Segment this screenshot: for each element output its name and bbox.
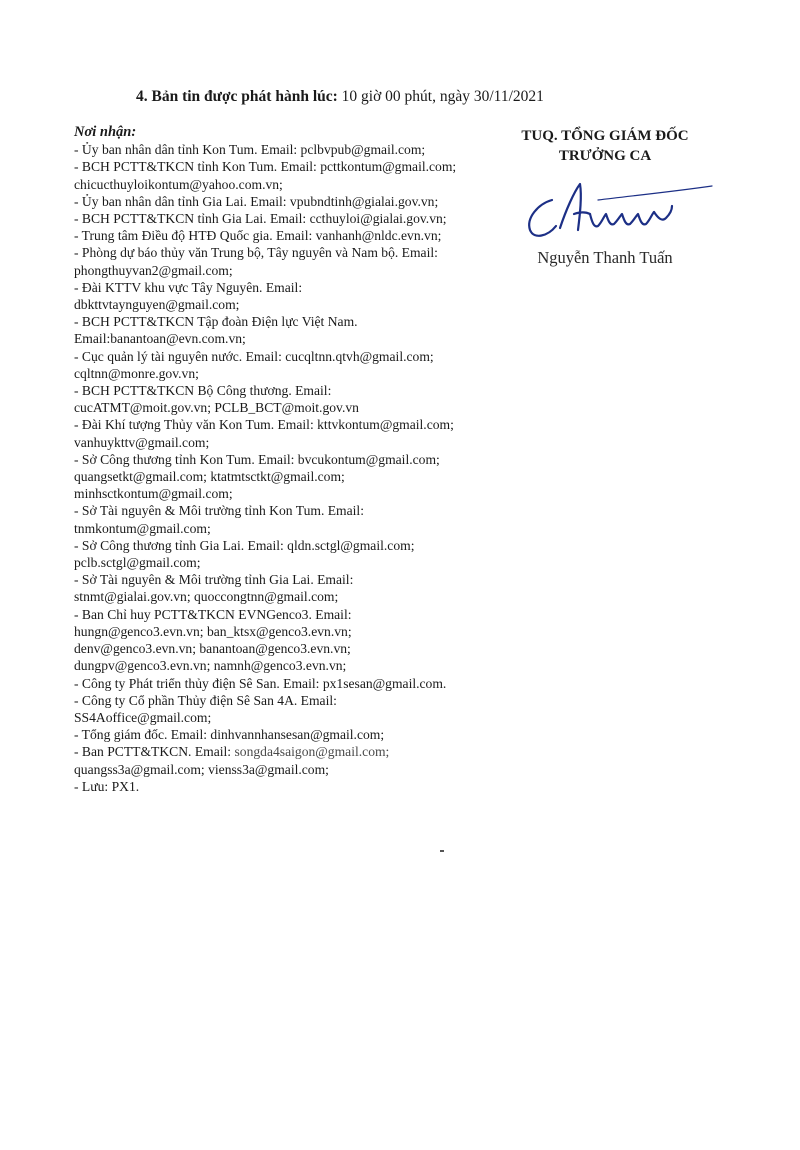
recipient-line: - Sở Công thương tỉnh Kon Tum. Email: bvcukontum@gmail.com; [74,451,440,467]
recipient-line: minhsctkontum@gmail.com; [74,486,233,502]
recipient-line: hungn@genco3.evn.vn; ban_ktsx@genco3.evn.vn; [74,623,352,639]
recipient-lines [74,141,514,743]
recipients-title: Nơi nhận: [74,124,137,140]
signature-block [480,126,730,268]
recipient-line: phongthuyvan2@gmail.com; [74,262,233,278]
signature-title-line1: TUQ. TỔNG GIÁM ĐỐC [521,128,689,144]
recipient-line: - BCH PCTT&TKCN tỉnh Kon Tum. Email: pcttkontum@gmail.com; [74,159,457,175]
recipient-line: - BCH PCTT&TKCN Bộ Công thương. Email: [74,383,332,399]
recipient-line: - Công ty Phát triển thủy điện Sê San. Email: px1sesan@gmail.com. [74,675,447,691]
recipient-line: - Phòng dự báo thủy văn Trung bộ, Tây nguyên và Nam bộ. Email: [74,245,438,261]
release-time-line [136,88,544,106]
recipient-line: dungpv@genco3.evn.vn; namnh@genco3.evn.vn; [74,658,347,674]
recipient-line: - Trung tâm Điều độ HTĐ Quốc gia. Email: vanhanh@nldc.evn.vn; [74,228,442,244]
recipient-line: cqltnn@monre.gov.vn; [74,365,199,381]
release-label: 4. Bản tin được phát hành lúc: [136,88,338,105]
recipient-line: - Sở Tài nguyên & Môi trường tỉnh Kon Tum. Email: [74,503,364,519]
handwritten-signature [490,170,720,246]
recipient-line: stnmt@gialai.gov.vn; quoccongtnn@gmail.com; [74,589,339,605]
recipient-line: pclb.sctgl@gmail.com; [74,555,201,571]
recipient-line: quangsetkt@gmail.com; ktatmtsctkt@gmail.com; [74,469,345,485]
recipient-line: dbkttvtaynguyen@gmail.com; [74,297,240,313]
recipient-line: SS4Aoffice@gmail.com; [74,709,212,725]
recipient-line: - Ủy ban nhân dân tỉnh Kon Tum. Email: pclbvpub@gmail.com; [74,142,426,158]
release-value: 10 giờ 00 phút, ngày 30/11/2021 [341,88,544,105]
recipient-line: denv@genco3.evn.vn; banantoan@genco3.evn.vn; [74,641,351,657]
recipient-line: tnmkontum@gmail.com; [74,520,211,536]
recipient-tail-lines [74,761,514,795]
scan-speck [440,850,444,852]
recipient-line: cucATMT@moit.gov.vn; PCLB_BCT@moit.gov.vn [74,400,359,416]
recipient-line: - Đài KTTV khu vực Tây Nguyên. Email: [74,279,303,295]
recipient-line: - Đài Khí tượng Thủy văn Kon Tum. Email: kttvkontum@gmail.com; [74,417,454,433]
recipients-list [74,124,514,795]
recipient-line-ban [74,743,514,760]
recipient-line: Email:banantoan@evn.com.vn; [74,331,246,347]
recipient-line: vanhuykttv@gmail.com; [74,434,210,450]
recipient-line: - Ban Chỉ huy PCTT&TKCN EVNGenco3. Email: [74,606,352,622]
recipient-line: - Sở Tài nguyên & Môi trường tỉnh Gia Lai. Email: [74,572,354,588]
ban-line-email: songda4saigon@gmail.com; [234,744,390,760]
recipient-line: - Cục quản lý tài nguyên nước. Email: cucqltnn.qtvh@gmail.com; [74,348,434,364]
recipient-line: quangss3a@gmail.com; vienss3a@gmail.com; [74,761,329,777]
recipient-line: - Tổng giám đốc. Email: dinhvannhansesan@gmail.com; [74,727,385,743]
ban-line-prefix: - Ban PCTT&TKCN. Email: [74,744,235,760]
recipient-line: - BCH PCTT&TKCN tỉnh Gia Lai. Email: ccthuyloi@gialai.gov.vn; [74,211,447,227]
recipient-line: - Ủy ban nhân dân tỉnh Gia Lai. Email: vpubndtinh@gialai.gov.vn; [74,193,439,209]
recipient-line: - Lưu: PX1. [74,778,140,794]
recipient-line: chicucthuyloikontum@yahoo.com.vn; [74,176,283,192]
recipient-line: - Công ty Cổ phần Thủy điện Sê San 4A. Email: [74,692,337,708]
recipient-line: - BCH PCTT&TKCN Tập đoàn Điện lực Việt Nam. [74,314,358,330]
signer-name: Nguyễn Thanh Tuấn [537,248,673,267]
recipient-line: - Sở Công thương tỉnh Gia Lai. Email: qldn.sctgl@gmail.com; [74,537,415,553]
signature-title-line2: TRƯỞNG CA [558,148,652,164]
